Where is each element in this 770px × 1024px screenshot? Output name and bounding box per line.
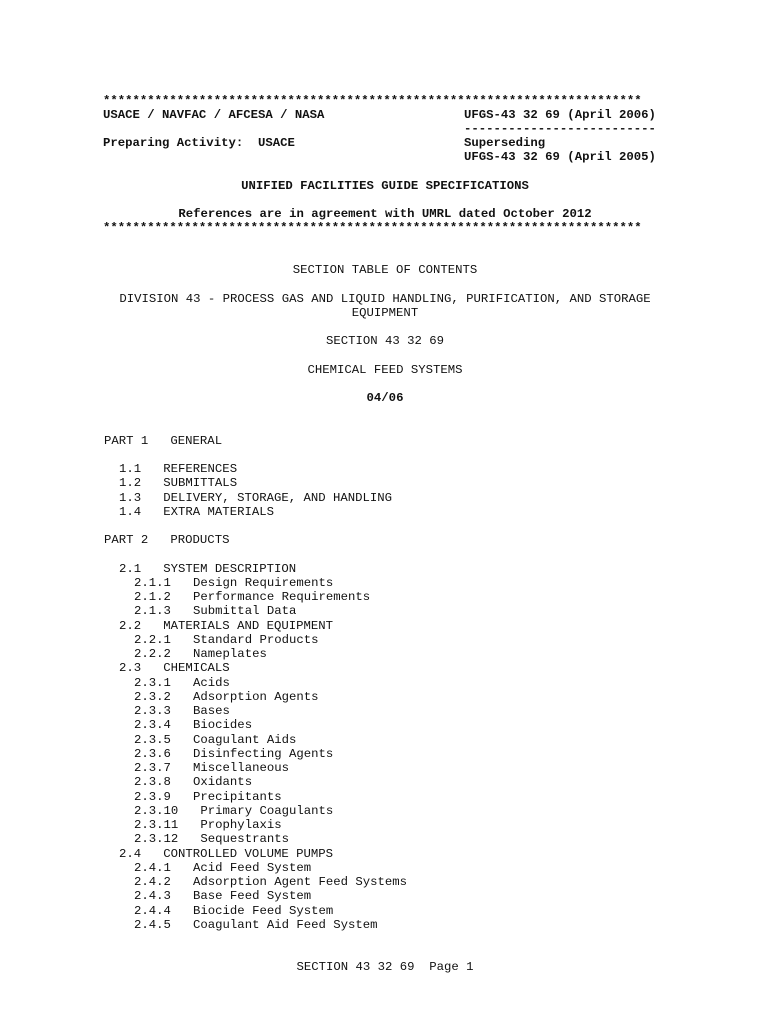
toc-part-1: PART 1 GENERAL — [104, 434, 223, 448]
toc-heading: SECTION TABLE OF CONTENTS — [292, 263, 478, 277]
toc-item-1-2: 1.2 SUBMITTALS — [119, 476, 238, 490]
toc-item-2-4-1: 2.4.1 Acid Feed System — [134, 861, 312, 875]
toc-item-2-1-1: 2.1.1 Design Requirements — [134, 576, 334, 590]
toc-item-2-2: 2.2 MATERIALS AND EQUIPMENT — [119, 619, 334, 633]
toc-item-2-3-7: 2.3.7 Miscellaneous — [134, 761, 289, 775]
toc-item-2-3-3: 2.3.3 Bases — [134, 704, 230, 718]
header-guide-title: UNIFIED FACILITIES GUIDE SPECIFICATIONS — [241, 179, 529, 193]
toc-item-2-4-2: 2.4.2 Adsorption Agent Feed Systems — [134, 875, 408, 889]
toc-item-2-2-1: 2.2.1 Standard Products — [134, 633, 319, 647]
division-line-2: EQUIPMENT — [351, 306, 419, 320]
toc-item-2-1-3: 2.1.3 Submittal Data — [134, 604, 297, 618]
toc-item-2-4-3: 2.4.3 Base Feed System — [134, 889, 312, 903]
toc-item-1-1: 1.1 REFERENCES — [119, 462, 238, 476]
header-agencies: USACE / NAVFAC / AFCESA / NASA — [103, 108, 325, 122]
toc-item-2-3-9: 2.3.9 Precipitants — [134, 790, 282, 804]
page-footer: SECTION 43 32 69 Page 1 — [296, 960, 474, 974]
toc-item-2-3-5: 2.3.5 Coagulant Aids — [134, 733, 297, 747]
date-code: 04/06 — [366, 391, 404, 405]
section-name: CHEMICAL FEED SYSTEMS — [307, 363, 463, 377]
section-number: SECTION 43 32 69 — [325, 334, 445, 348]
toc-item-2-3-6: 2.3.6 Disinfecting Agents — [134, 747, 334, 761]
toc-part-2: PART 2 PRODUCTS — [104, 533, 230, 547]
header-stars-top: ************************************************************************* — [103, 94, 642, 108]
toc-item-2-3-1: 2.3.1 Acids — [134, 676, 230, 690]
header-ufgs-current: UFGS-43 32 69 (April 2006) — [464, 108, 656, 122]
header-references-note: References are in agreement with UMRL dated October 2012 — [178, 207, 592, 221]
toc-item-2-3-4: 2.3.4 Biocides — [134, 718, 253, 732]
toc-item-2-3-2: 2.3.2 Adsorption Agents — [134, 690, 319, 704]
toc-item-2-3-11: 2.3.11 Prophylaxis — [134, 818, 282, 832]
toc-item-1-3: 1.3 DELIVERY, STORAGE, AND HANDLING — [119, 491, 393, 505]
header-preparing-activity: Preparing Activity: USACE — [103, 136, 295, 150]
toc-item-2-3: 2.3 CHEMICALS — [119, 661, 230, 675]
toc-item-2-4-5: 2.4.5 Coagulant Aid Feed System — [134, 918, 378, 932]
toc-item-2-3-10: 2.3.10 Primary Coagulants — [134, 804, 334, 818]
toc-item-2-4-4: 2.4.4 Biocide Feed System — [134, 904, 334, 918]
header-superseding-label: Superseding — [464, 136, 546, 150]
toc-item-2-1-2: 2.1.2 Performance Requirements — [134, 590, 371, 604]
toc-item-2-1: 2.1 SYSTEM DESCRIPTION — [119, 562, 297, 576]
toc-item-1-4: 1.4 EXTRA MATERIALS — [119, 505, 274, 519]
header-stars-bottom: ************************************************************************* — [103, 221, 642, 235]
header-ufgs-superseded: UFGS-43 32 69 (April 2005) — [464, 150, 656, 164]
division-line-1: DIVISION 43 - PROCESS GAS AND LIQUID HANDLING, PURIFICATION, AND STORAGE — [119, 292, 651, 306]
toc-item-2-4: 2.4 CONTROLLED VOLUME PUMPS — [119, 847, 334, 861]
toc-item-2-2-2: 2.2.2 Nameplates — [134, 647, 267, 661]
toc-item-2-3-8: 2.3.8 Oxidants — [134, 775, 253, 789]
toc-item-2-3-12: 2.3.12 Sequestrants — [134, 832, 289, 846]
header-dashes: -------------------------- — [464, 122, 656, 136]
